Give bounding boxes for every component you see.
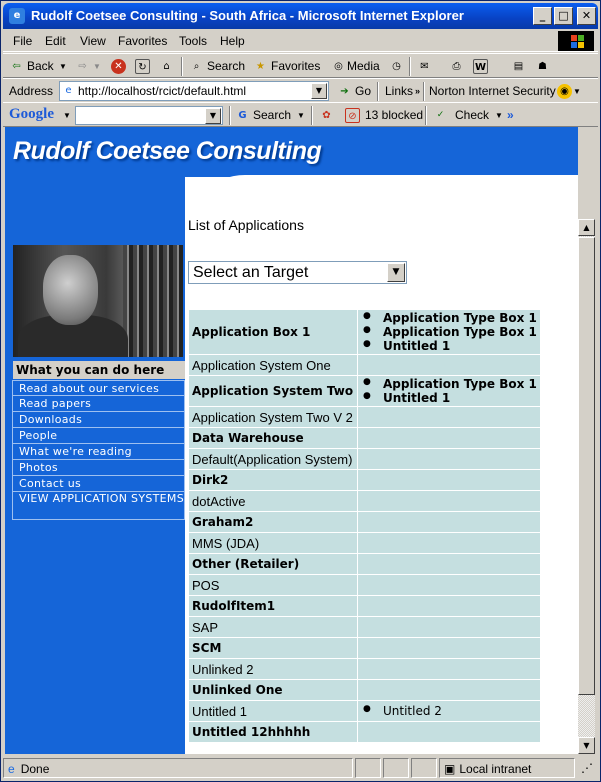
application-type-list	[361, 376, 537, 406]
table-row	[189, 722, 541, 743]
standard-toolbar	[3, 53, 598, 78]
application-types	[358, 470, 541, 491]
application-name: Default(Application System)	[189, 449, 358, 470]
home-icon[interactable]: ⌂	[163, 61, 170, 72]
scroll-up-icon[interactable]: ▲	[578, 219, 595, 236]
application-types	[358, 491, 541, 512]
application-type-item: ● Untitled 2	[361, 704, 537, 718]
toolbar-separator	[409, 57, 411, 76]
application-name: dotActive	[189, 491, 358, 512]
nav-view-application-systems[interactable]: VIEW APPLICATION SYSTEMS	[12, 492, 185, 520]
google-search-field[interactable]	[75, 106, 223, 125]
menu-favorites[interactable]: Favorites	[118, 34, 168, 48]
google-search-dropdown-icon[interactable]: ▼	[205, 108, 221, 124]
ie-icon: e	[9, 8, 25, 24]
status-panel-empty	[411, 758, 437, 778]
print-icon[interactable]: ⎙	[452, 61, 461, 72]
application-types	[358, 533, 541, 554]
table-row	[189, 512, 541, 533]
windows-logo-icon	[558, 31, 594, 51]
application-name: Graham2	[189, 512, 358, 533]
table-row	[189, 575, 541, 596]
back-dropdown-icon[interactable]: ▼	[59, 62, 67, 71]
table-row	[189, 491, 541, 512]
search-button[interactable]: Search	[207, 59, 246, 73]
application-types	[358, 355, 541, 376]
application-name: Application System Two V 2	[189, 407, 358, 428]
mail-icon[interactable]: ✉	[420, 61, 429, 72]
application-types	[358, 575, 541, 596]
spellcheck-icon[interactable]: ✓	[436, 110, 445, 120]
applications-table	[188, 309, 541, 743]
google-search-icon[interactable]: G	[238, 110, 247, 121]
nav-heading: What you can do here	[13, 361, 185, 379]
nav-people[interactable]: People	[12, 428, 185, 444]
favorites-star-icon[interactable]: ★	[256, 61, 265, 72]
application-types	[358, 407, 541, 428]
photo-bookshelf	[123, 245, 183, 357]
forward-dropdown-icon[interactable]: ▼	[93, 62, 101, 71]
spellcheck-dropdown-icon[interactable]: ▼	[495, 111, 503, 120]
popup-blocked-count[interactable]: 13 blocked	[365, 108, 424, 122]
status-panel-empty	[383, 758, 409, 778]
application-types	[358, 512, 541, 533]
refresh-icon[interactable]: ↻	[135, 59, 150, 74]
application-types	[358, 596, 541, 617]
go-button[interactable]: Go	[355, 84, 372, 98]
edit-icon[interactable]: W	[473, 59, 488, 74]
pagerank-icon[interactable]: ✿	[322, 110, 331, 121]
menu-view[interactable]: View	[80, 34, 106, 48]
application-name: SCM	[189, 638, 358, 659]
media-icon[interactable]: ◎	[334, 61, 343, 72]
table-row	[189, 638, 541, 659]
google-toolbar	[3, 102, 598, 127]
go-arrow-icon[interactable]: ➔	[340, 86, 349, 97]
nav-read-services[interactable]: Read about our services	[12, 380, 185, 396]
address-dropdown-icon[interactable]: ▼	[311, 83, 327, 99]
table-row	[189, 659, 541, 680]
stop-icon[interactable]: ✕	[111, 59, 126, 74]
google-more-chevron-icon[interactable]: »	[507, 108, 514, 122]
application-types	[358, 680, 541, 701]
application-name: Other (Retailer)	[189, 554, 358, 575]
security-zone-panel	[439, 758, 575, 778]
site-logo: Rudolf Coetsee Consulting	[13, 137, 322, 165]
application-types	[358, 617, 541, 638]
status-panel-empty	[355, 758, 381, 778]
toolbar-separator	[425, 106, 427, 125]
close-button[interactable]: ✕	[577, 7, 596, 25]
table-row	[189, 428, 541, 449]
google-dropdown-icon[interactable]: ▼	[63, 111, 71, 120]
application-types	[358, 659, 541, 680]
table-row	[189, 554, 541, 575]
table-row	[189, 449, 541, 470]
back-arrow-icon[interactable]: ⇦	[12, 61, 21, 72]
menu-help[interactable]: Help	[220, 34, 245, 48]
table-row	[189, 376, 541, 407]
spellcheck-button[interactable]: Check	[455, 108, 490, 122]
favorites-button[interactable]: Favorites	[271, 59, 321, 73]
status-panel	[3, 758, 353, 778]
nav-downloads[interactable]: Downloads	[12, 412, 185, 428]
menu-edit[interactable]: Edit	[45, 34, 66, 48]
norton-globe-icon[interactable]: ◉	[557, 84, 572, 99]
application-name: Application System Two	[189, 376, 358, 407]
page-done-icon: e	[8, 762, 15, 776]
application-type-item: ● Application Type Box 1	[361, 325, 537, 339]
google-search-button[interactable]: Search	[253, 108, 292, 122]
discuss-icon[interactable]: ▤	[513, 61, 524, 72]
window-title: Rudolf Coetsee Consulting - South Africa - Microsoft Internet Explorer	[31, 8, 464, 23]
page-icon: e	[65, 85, 72, 96]
application-name: Dirk2	[189, 470, 358, 491]
application-types	[358, 701, 541, 722]
application-type-item: ● Untitled 1	[361, 391, 537, 405]
table-row	[189, 701, 541, 722]
nav-contact[interactable]: Contact us	[12, 476, 185, 492]
application-name: Data Warehouse	[189, 428, 358, 449]
application-types	[358, 310, 541, 355]
application-name: Application Box 1	[189, 310, 358, 355]
target-select-value: Select an Target	[193, 264, 309, 281]
photo-face	[43, 255, 98, 325]
application-name: POS	[189, 575, 358, 596]
application-name: MMS (JDA)	[189, 533, 358, 554]
title-bar[interactable]	[3, 3, 598, 29]
menu-file[interactable]: File	[13, 34, 33, 48]
menu-tools[interactable]: Tools	[179, 34, 208, 48]
table-row	[189, 310, 541, 355]
nav-read-papers[interactable]: Read papers	[12, 396, 185, 412]
table-row	[189, 596, 541, 617]
scroll-thumb[interactable]	[578, 237, 595, 695]
popup-blocker-icon[interactable]: ⊘	[345, 108, 360, 123]
application-type-item: ● Application Type Box 1	[361, 377, 537, 391]
vertical-scrollbar[interactable]	[578, 219, 595, 754]
toolbar-separator	[311, 106, 313, 125]
application-name: Unlinked One	[189, 680, 358, 701]
nav-menu	[12, 380, 185, 520]
application-type-list	[361, 310, 537, 354]
messenger-icon[interactable]: ☗	[538, 61, 547, 72]
norton-dropdown-icon[interactable]: ▼	[573, 87, 581, 96]
forward-arrow-icon[interactable]: ⇨	[78, 61, 87, 72]
links-chevron-icon[interactable]: »	[415, 86, 421, 96]
status-bar	[3, 757, 598, 779]
applications-table-body	[189, 310, 541, 743]
intranet-icon: ▣	[444, 762, 456, 776]
application-types	[358, 554, 541, 575]
status-text: Done	[20, 762, 50, 776]
application-name: Untitled 1	[189, 701, 358, 722]
toolbar-separator	[377, 82, 379, 101]
application-type-list	[361, 703, 537, 719]
links-button[interactable]: Links	[385, 84, 414, 98]
application-name: Untitled 12hhhhh	[189, 722, 358, 743]
address-bar	[3, 78, 598, 103]
application-type-item: ● Application Type Box 1	[361, 311, 537, 325]
application-types	[358, 449, 541, 470]
toolbar-separator	[181, 57, 183, 76]
toolbar-separator	[423, 82, 425, 101]
google-search-input[interactable]	[76, 107, 204, 124]
profile-photo	[13, 245, 183, 357]
scroll-down-icon[interactable]: ▼	[578, 737, 595, 754]
address-input[interactable]	[78, 83, 310, 99]
media-button[interactable]: Media	[347, 59, 380, 73]
application-type-item: ● Untitled 1	[361, 339, 537, 353]
security-zone-text: Local intranet	[459, 762, 532, 776]
application-name: SAP	[189, 617, 358, 638]
table-row	[189, 407, 541, 428]
application-types	[358, 722, 541, 743]
address-field[interactable]	[59, 81, 329, 101]
minimize-button[interactable]: _	[533, 7, 552, 25]
application-types	[358, 638, 541, 659]
application-types	[358, 376, 541, 407]
target-select[interactable]	[188, 261, 407, 284]
application-name: Unlinked 2	[189, 659, 358, 680]
address-label: Address	[9, 84, 54, 98]
table-row	[189, 470, 541, 491]
nav-photos[interactable]: Photos	[12, 460, 185, 476]
target-select-dropdown-icon[interactable]: ▼	[387, 263, 405, 282]
maximize-button[interactable]: □	[554, 7, 573, 25]
table-row	[189, 680, 541, 701]
table-row	[189, 533, 541, 554]
site-banner	[5, 127, 578, 177]
application-types	[358, 428, 541, 449]
toolbar-separator	[229, 106, 231, 125]
norton-button[interactable]: Norton Internet Security	[429, 84, 556, 98]
page-viewport	[5, 127, 578, 754]
search-icon[interactable]: ⌕	[193, 61, 200, 72]
table-row	[189, 355, 541, 376]
nav-reading[interactable]: What we're reading	[12, 444, 185, 460]
resize-grip-icon[interactable]: ⋰	[581, 761, 593, 775]
menu-bar	[3, 30, 598, 52]
google-search-options-icon[interactable]: ▼	[297, 111, 305, 120]
main-content	[188, 217, 578, 739]
table-row	[189, 617, 541, 638]
application-name: RudolfItem1	[189, 596, 358, 617]
back-button[interactable]: Back	[27, 59, 54, 73]
history-icon[interactable]: ◷	[392, 61, 401, 72]
google-logo[interactable]: Google	[9, 106, 54, 122]
application-name: Application System One	[189, 355, 358, 376]
page-title: List of Applications	[188, 217, 304, 233]
